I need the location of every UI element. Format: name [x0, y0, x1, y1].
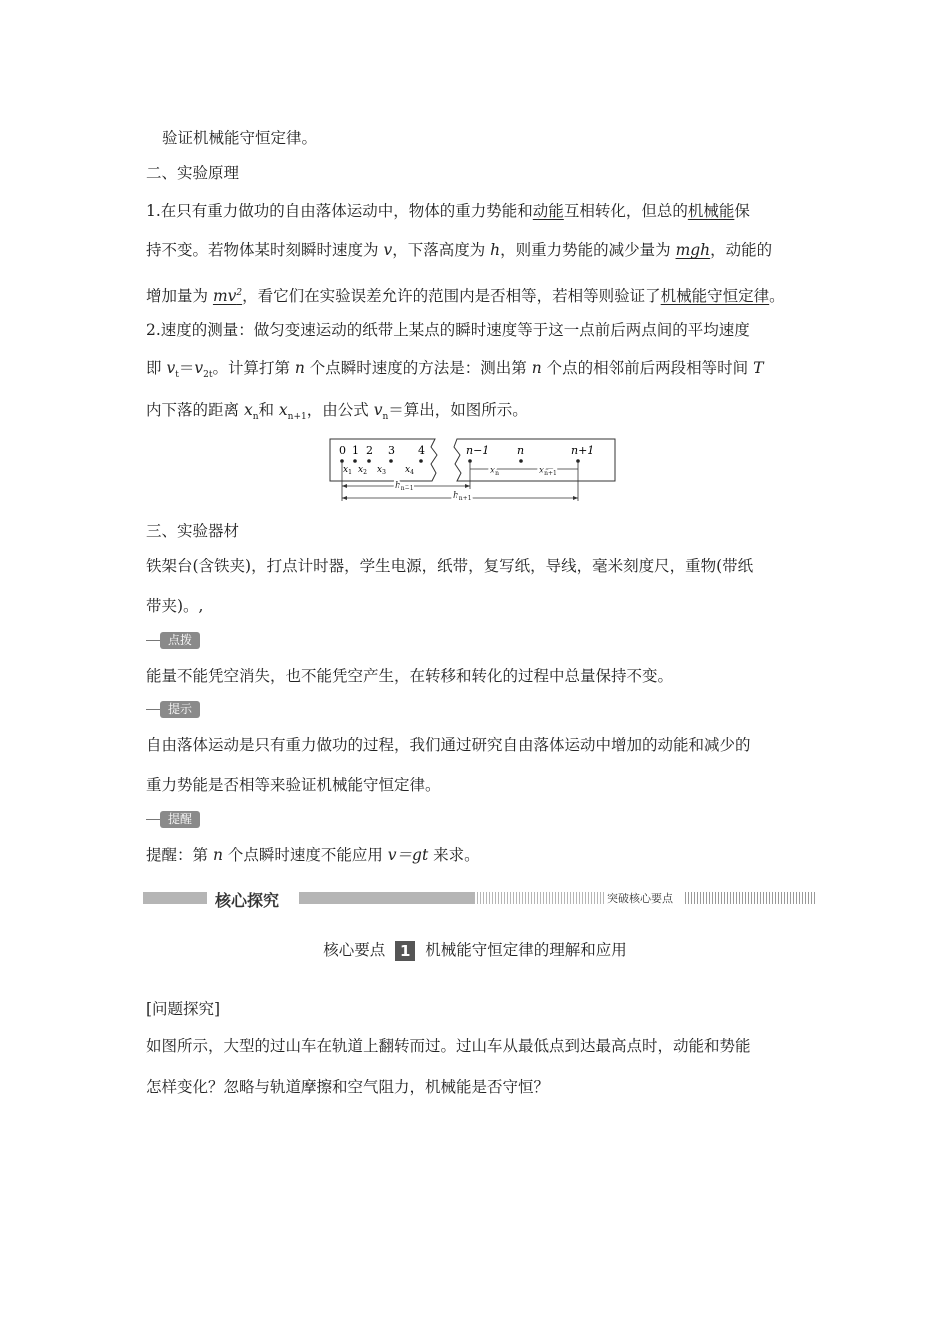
text: 互相转化，但总的: [563, 202, 688, 220]
inquiry-line-2: 怎样变化？忽略与轨道摩擦和空气阻力，机械能是否守恒？: [146, 1078, 550, 1096]
var-v: v: [373, 401, 383, 419]
point-label-0: 0: [339, 444, 346, 457]
tag-tishi: [146, 700, 200, 718]
subscript: n: [382, 412, 389, 423]
dot-n: [519, 459, 523, 463]
intro-line: 验证机械能守恒定律。: [162, 129, 318, 147]
blank-mv2: [213, 287, 242, 305]
xn1-label: [539, 466, 557, 477]
banner-bar-middle: [299, 892, 474, 904]
inquiry-line-1: 如图所示，大型的过山车在轨道上翻转而过。过山车从最低点到达最高点时，动能和势能: [146, 1037, 751, 1055]
subscript: n−1: [400, 485, 414, 492]
tag-dash: [146, 640, 160, 641]
dot-3: [389, 459, 393, 463]
text: 个点瞬时速度不能应用: [222, 846, 388, 864]
tixing-text: [146, 845, 480, 865]
text: 保: [734, 202, 750, 220]
x2-label: [358, 465, 367, 476]
text: ＝算出，如图所示。: [388, 401, 528, 419]
text: x: [405, 465, 411, 475]
banner-bar-left: [143, 892, 207, 904]
text: 1.在只有重力做功的自由落体运动中，物体的重力势能和: [146, 202, 533, 220]
x4-label: [405, 465, 414, 476]
tag-dash: [146, 819, 160, 820]
tag-label: 提醒: [160, 811, 200, 828]
text: x: [490, 466, 496, 476]
point-label-2: 2: [366, 444, 373, 457]
banner-hatch: [474, 892, 604, 904]
tag-tixing: [146, 810, 200, 828]
dot-1: [353, 459, 357, 463]
point-label-4: 4: [418, 444, 425, 457]
text: 。: [769, 287, 785, 306]
keypoint-heading: [0, 938, 950, 961]
var-x: x: [243, 401, 253, 419]
section-banner: [143, 888, 815, 910]
blank-mechanical-energy: 机械能: [687, 202, 735, 220]
principle-line-3: [146, 283, 785, 306]
text: ，由公式: [306, 401, 374, 419]
blank-conservation-law: 机械能守恒定律: [660, 287, 770, 306]
var-v: v: [383, 241, 393, 259]
velocity-line-2: [146, 358, 763, 385]
dot-2: [367, 459, 371, 463]
x1-label: [343, 465, 352, 476]
equipment-line-1: 铁架台(含铁夹)，打点计时器，学生电源，纸带，复写纸，导线，毫米刻度尺，重物(带纸: [146, 557, 754, 575]
point-label-n-minus-1: n−1: [466, 444, 490, 457]
equipment-line-2: 带夹)。,: [146, 597, 204, 615]
subscript: t: [175, 370, 179, 381]
tag-dianbo: [146, 631, 200, 649]
velocity-line-3: [146, 400, 528, 427]
var-x: x: [278, 401, 288, 419]
text: x: [377, 465, 383, 475]
keypoint-title: 机械能守恒定律的理解和应用: [425, 941, 627, 959]
text: 来求。: [428, 846, 480, 864]
subscript: 3: [382, 469, 386, 476]
tishi-line-2: 重力势能是否相等来验证机械能守恒定律。: [146, 776, 441, 794]
banner-title: 核心探究: [215, 891, 280, 910]
blank-mgh: mgh: [675, 241, 711, 259]
tishi-line-1: 自由落体运动是只有重力做功的过程，我们通过研究自由落体运动中增加的动能和减少的: [146, 736, 751, 754]
point-label-n: n: [517, 444, 525, 457]
keypoint-number: 1: [395, 941, 415, 961]
subscript: n: [495, 470, 499, 477]
var-n: n: [531, 359, 542, 377]
subscript: n+1: [544, 470, 557, 477]
paper-tape-figure: [325, 436, 625, 506]
text: 提醒：第: [146, 846, 213, 864]
text: x: [539, 466, 545, 476]
point-label-3: 3: [388, 444, 395, 457]
text: 即: [146, 359, 167, 377]
banner-right-label: 突破核心要点: [607, 892, 673, 905]
text: 和: [258, 401, 279, 419]
text: ，则重力势能的减少量为: [500, 241, 676, 259]
text: ，看它们在实验误差允许的范围内是否相等，若相等则验证了: [242, 287, 661, 306]
subscript: n+1: [458, 495, 472, 502]
var-v: v: [166, 359, 176, 377]
subscript: 4: [410, 469, 414, 476]
text: 持不变。若物体某时刻瞬时速度为: [146, 241, 384, 259]
var-T: T: [753, 359, 764, 377]
x3-label: [377, 465, 386, 476]
text: 内下落的距离: [146, 401, 244, 419]
var-n: n: [294, 359, 305, 377]
text: x: [358, 465, 364, 475]
text: 个点瞬时速度的方法是：测出第: [304, 359, 532, 377]
text: ＝: [178, 359, 195, 377]
banner-hatch-right: [685, 892, 815, 904]
h-n-plus-1-label: [453, 491, 472, 502]
text: x: [343, 465, 349, 475]
text: 增加量为: [146, 287, 213, 306]
subscript: 1: [348, 469, 352, 476]
tag-dash: [146, 709, 160, 710]
text: 。计算打第: [212, 359, 295, 377]
velocity-line-1: 2.速度的测量：做匀变速运动的纸带上某点的瞬时速度等于这一点前后两点间的平均速度: [146, 321, 750, 339]
text: h: [395, 481, 401, 491]
inquiry-heading: [问题探究]: [146, 1000, 221, 1018]
dot-4: [419, 459, 423, 463]
dianbo-text: 能量不能凭空消失，也不能凭空产生，在转移和转化的过程中总量保持不变。: [146, 667, 674, 685]
text: ，下落高度为: [392, 241, 491, 259]
text: mv: [212, 287, 237, 306]
formula: v＝gt: [387, 846, 429, 864]
xn-label: [490, 466, 499, 477]
point-label-1: 1: [352, 444, 359, 457]
var-h: h: [490, 241, 501, 259]
var-v: v: [194, 359, 204, 377]
h-n-minus-1-label: [395, 481, 414, 492]
point-label-n-plus-1: n+1: [571, 444, 595, 457]
principle-line-1: [146, 201, 750, 221]
text: 个点的相邻前后两段相等时间: [541, 359, 754, 377]
subscript: 2t: [203, 370, 213, 381]
subscript: 2: [363, 469, 367, 476]
tag-label: 提示: [160, 701, 200, 718]
subscript: n: [252, 412, 259, 423]
blank-kinetic-energy: 动能: [532, 202, 564, 220]
keypoint-prefix: 核心要点: [323, 941, 386, 959]
tag-label: 点拨: [160, 632, 200, 649]
text: ，动能的: [710, 241, 773, 259]
section3-heading: 三、实验器材: [146, 522, 240, 540]
superscript: 2: [236, 288, 243, 298]
principle-line-2: [146, 240, 772, 260]
subscript: n+1: [287, 412, 307, 423]
var-n: n: [212, 846, 223, 864]
section2-heading: 二、实验原理: [146, 164, 240, 182]
text: h: [453, 491, 459, 501]
